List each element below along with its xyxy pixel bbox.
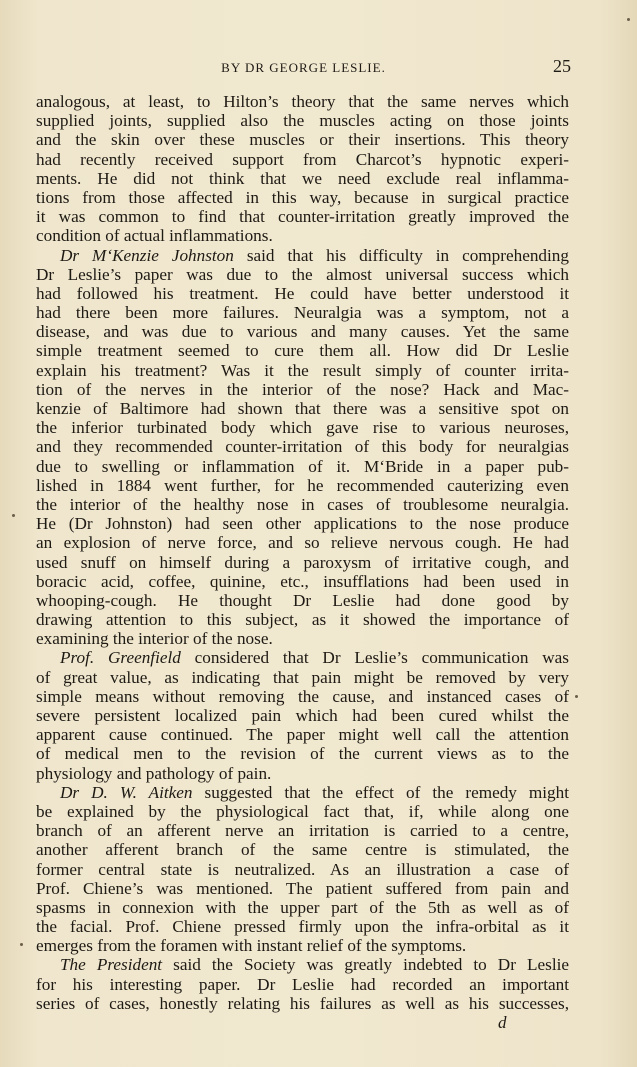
paper-speck: [575, 695, 578, 698]
text-line: lished in 1884 went further, for he recommended cauterizing even: [36, 475, 569, 495]
text-line: whooping-cough. He thought Dr Leslie had done good by: [36, 590, 569, 610]
signature-mark: d: [498, 1013, 507, 1032]
paper-speck: [627, 18, 630, 21]
text-line: an explosion of nerve force, and so relieve nervous cough. He had: [36, 533, 569, 553]
text-span: suggested that the effect of the remedy might: [192, 782, 570, 802]
speaker-name: Dr M‘Kenzie Johnston: [60, 245, 234, 265]
text-line: the facial. Prof. Chiene pressed firmly upon the infra-orbital as it: [36, 917, 569, 937]
page-number: 25: [553, 56, 571, 76]
text-line: simple treatment seemed to cure them all. How did Dr Leslie: [36, 341, 569, 361]
text-line: explain his treatment? Was it the result simply of counter irrita-: [36, 360, 569, 380]
text-line: [36, 648, 569, 667]
page-header: [36, 56, 571, 80]
paragraph-2: [36, 246, 569, 649]
paragraph-4: [36, 783, 569, 956]
text-line: examining the interior of the nose.: [36, 629, 273, 649]
text-line: [36, 246, 569, 265]
text-line: analogous, at least, to Hilton’s theory that the same nerves which: [36, 92, 569, 111]
paper-speck: [12, 514, 15, 517]
text-line: had followed his treatment. He could have better understood it: [36, 283, 569, 303]
paragraph-1: [36, 92, 569, 246]
text-line: ments. He did not think that we need exclude real inflamma-: [36, 168, 569, 188]
text-line: kenzie of Baltimore had shown that there was a sensitive spot on: [36, 399, 569, 418]
body-text: [36, 92, 569, 1013]
speaker-name: Prof. Greenfield: [60, 648, 181, 668]
text-span: said that his difficulty in comprehending: [233, 245, 569, 265]
text-line: Prof. Chiene’s was mentioned. The patient suffered from pain and: [36, 878, 569, 898]
text-line: the inferior turbinated body which gave rise to various neuroses,: [36, 418, 569, 438]
text-line: series of cases, honestly relating his failures as well as his successes,: [36, 993, 569, 1013]
text-line: due to swelling or inflammation of it. M‘Bride in a paper pub-: [36, 456, 569, 476]
text-line: tion of the nerves in the interior of the nose? Hack and Mac-: [36, 379, 569, 399]
text-line: had recently received support from Charcot’s hypnotic experi-: [36, 149, 569, 169]
text-line: [36, 955, 569, 974]
text-line: another afferent branch of the same centre is stimulated, the: [36, 840, 569, 860]
paragraph-5: [36, 955, 569, 1013]
text-line: disease, and was due to various and many causes. Yet the same: [36, 322, 569, 342]
text-line: of great value, as indicating that pain might be removed by very: [36, 667, 569, 687]
text-line: [36, 783, 569, 802]
text-line: emerges from the foramen with instant relief of the symptoms.: [36, 936, 467, 956]
text-line: used snuff on himself during a paroxysm of irritative cough, and: [36, 552, 569, 572]
text-line: tions from those affected in this way, because in surgical practice: [36, 187, 569, 207]
text-line: spasms in connexion with the upper part of the 5th as well as of: [36, 897, 569, 917]
text-line: for his interesting paper. Dr Leslie had recorded an important: [36, 974, 569, 994]
text-span: considered that Dr Leslie’s communication was: [180, 648, 569, 668]
text-line: former central state is neutralized. As an illustration a case of: [36, 859, 569, 879]
text-line: physiology and pathology of pain.: [36, 763, 272, 783]
text-line: apparent cause continued. The paper might well call the attention: [36, 725, 569, 745]
running-head: BY DR GEORGE LESLIE.: [221, 60, 386, 75]
text-line: boracic acid, coffee, quinine, etc., insufflations had been used in: [36, 571, 569, 591]
text-line: the interior of the healthy nose in cases of troublesome neuralgia.: [36, 494, 569, 514]
text-line: condition of actual inflammations.: [36, 226, 273, 246]
text-span: said the Society was greatly indebted to Dr Leslie: [162, 955, 569, 975]
speaker-name: Dr D. W. Aitken: [60, 782, 193, 802]
text-line: had there been more failures. Neuralgia was a symptom, not a: [36, 303, 569, 323]
text-line: He (Dr Johnston) had seen other applications to the nose produce: [36, 514, 569, 534]
text-line: simple means without removing the cause, and instanced cases of: [36, 686, 569, 706]
speaker-name: The President: [60, 955, 163, 975]
text-line: of medical men to the revision of the current views as to the: [36, 744, 569, 764]
text-line: be explained by the physiological fact that, if, while along one: [36, 801, 569, 821]
text-line: and they recommended counter-irritation of this body for neuralgias: [36, 437, 569, 457]
text-line: it was common to find that counter-irritation greatly improved the: [36, 207, 569, 227]
text-line: supplied joints, supplied also the muscles acting on those joints: [36, 111, 569, 131]
paragraph-3: [36, 648, 569, 782]
text-line: Dr Leslie’s paper was due to the almost universal success which: [36, 264, 569, 284]
paper-speck: [20, 943, 23, 946]
text-line: branch of an afferent nerve an irritation is carried to a centre,: [36, 821, 569, 841]
text-line: severe persistent localized pain which had been cured whilst the: [36, 706, 569, 725]
text-line: drawing attention to this subject, as it showed the importance of: [36, 610, 569, 630]
text-line: and the skin over these muscles or their insertions. This theory: [36, 130, 569, 150]
